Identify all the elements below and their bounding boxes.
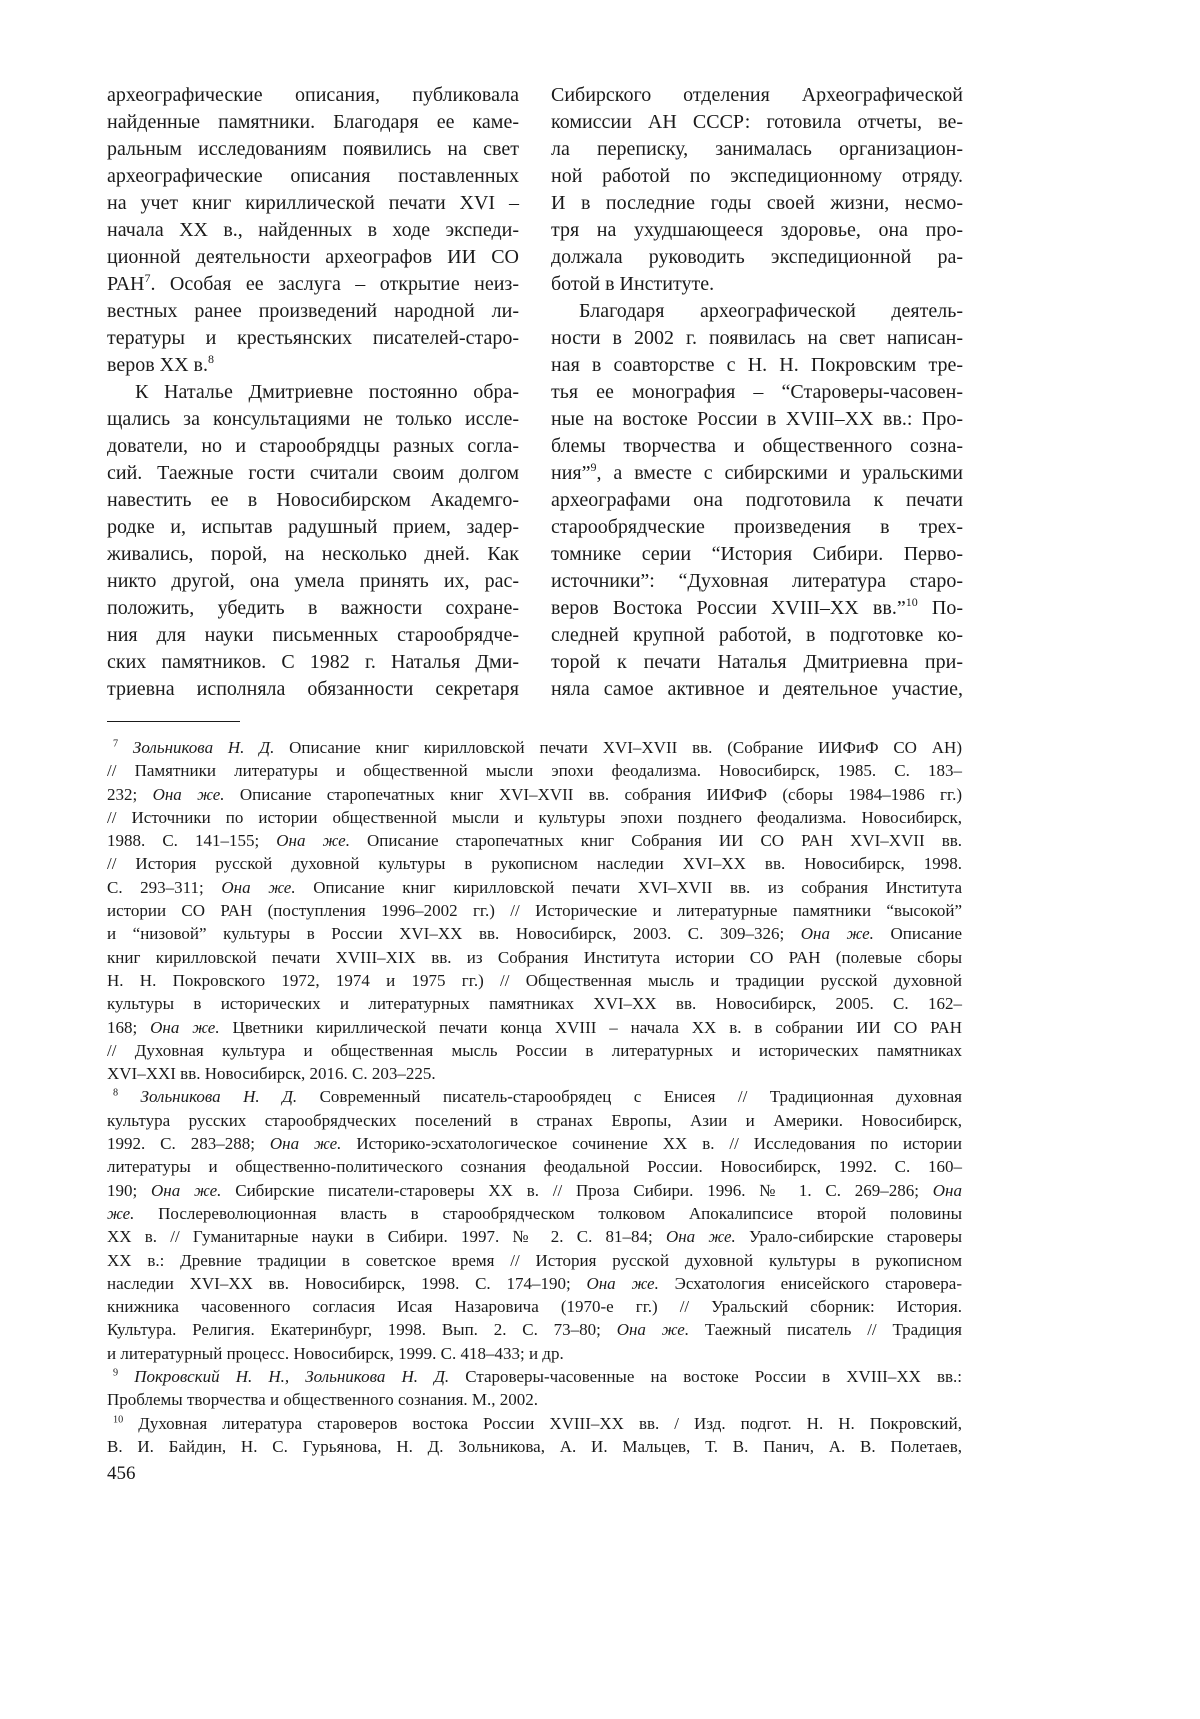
text-line <box>551 163 963 190</box>
italic-text: Она же. <box>801 924 874 943</box>
text-segment: 190; <box>107 1181 151 1200</box>
text-segment: Сибирские писатели-староверы XX в. // Проза Сибири. 1996. № 1. С. 269–286; <box>221 1181 932 1200</box>
text-line <box>107 379 519 406</box>
text-line <box>551 460 963 487</box>
text-segment: XX в.: Древние традиции в советское время // История русской духовной культуры в рукописном <box>107 1251 962 1270</box>
text-segment: Послереволюционная власть в старообрядческом толковом Апокалипсисе второй половины <box>134 1204 962 1223</box>
text-line <box>107 1318 962 1341</box>
text-line <box>107 109 519 136</box>
footnote-marker: 7 <box>113 738 118 749</box>
text-segment: // Источники по истории общественной мысли и культуры эпохи позднего феодализма. Новосибирск, <box>107 808 962 827</box>
text-line <box>107 992 962 1015</box>
text-segment: Описание книг кирилловской печати XVI–XVII вв. (Собрание ИИФиФ СО АН) <box>274 738 962 757</box>
text-segment: старообрядческие произведения в трех- <box>551 516 963 538</box>
text-segment: ные на востоке России в XVIII–XX вв.: Про- <box>551 408 963 430</box>
text-segment: ла переписку, занималась организацион- <box>551 138 963 160</box>
text-line <box>107 190 519 217</box>
text-line <box>107 1365 962 1388</box>
text-segment: веров Востока России XVIII–XX вв.” <box>551 597 906 619</box>
text-line <box>107 1249 962 1272</box>
text-segment: С. 293–311; <box>107 878 221 897</box>
text-segment: тья ее монография – “Староверы-часовен- <box>551 381 963 403</box>
text-segment: Цветники кириллической печати конца XVIII – начала XX в. в собрании ИИ СО РАН <box>220 1018 962 1037</box>
text-line <box>107 568 519 595</box>
text-segment: РАН <box>107 273 144 295</box>
text-line <box>551 568 963 595</box>
text-segment: археографами она подготовила к печати <box>551 489 963 511</box>
text-segment: тря на ухудшающееся здоровье, она про- <box>551 219 963 241</box>
text-segment: культура русских старообрядческих поселений в странах Европы, Азии и Америки. Новосибирск, <box>107 1111 962 1130</box>
text-segment: никто другой, она умела принять их, рас- <box>107 570 519 592</box>
text-line <box>107 406 519 433</box>
text-line <box>107 1412 962 1435</box>
text-segment: ности в 2002 г. появилась на свет написан- <box>551 327 963 349</box>
text-line <box>107 244 519 271</box>
italic-text: Она же. <box>153 785 225 804</box>
italic-text: Она же. <box>276 831 350 850</box>
text-segment: // Духовная культура и общественная мысль России в литературных и исторических памятниках <box>107 1041 962 1060</box>
footnote-marker: 8 <box>208 352 214 366</box>
text-segment: И в последние годы своей жизни, несмо- <box>551 192 963 214</box>
footnotes <box>107 736 962 1458</box>
text-segment: веров XX в. <box>107 354 208 376</box>
text-segment: живались, порой, на несколько дней. Как <box>107 543 519 565</box>
text-segment: К Наталье Дмитриевне постоянно обра- <box>135 381 519 403</box>
text-segment: родке и, испытав радушный прием, задер- <box>107 516 519 538</box>
text-segment: ционной деятельности археографов ИИ СО <box>107 246 519 268</box>
text-segment: XX в. // Гуманитарные науки в Сибири. 1997. № 2. С. 81–84; <box>107 1227 666 1246</box>
text-segment: триевна исполняла обязанности секретаря <box>107 678 519 700</box>
text-line <box>551 433 963 460</box>
text-segment: ских памятников. С 1982 г. Наталья Дми- <box>107 651 519 673</box>
footnote-marker: 8 <box>113 1088 118 1099</box>
text-segment: Сибирского отделения Археографической <box>551 84 963 106</box>
text-line <box>551 325 963 352</box>
text-segment: Описание старопечатных книг Собрания ИИ СО РАН XVI–XVII вв. <box>350 831 962 850</box>
text-segment: Эсхатология енисейского старовера- <box>659 1274 962 1293</box>
text-segment: . Особая ее заслуга – открытие неиз- <box>150 273 519 295</box>
text-line <box>107 1435 962 1458</box>
text-segment: и литературный процесс. Новосибирск, 1999. С. 418–433; и др. <box>107 1344 564 1363</box>
text-segment: Н. Н. Покровского 1972, 1974 и 1975 гг.) // Общественная мысль и традиции русской духовной <box>107 971 962 990</box>
italic-text: Зольникова Н. Д. <box>141 1087 298 1106</box>
italic-text: Она же. <box>666 1227 736 1246</box>
text-segment: должала руководить экспедиционной ра- <box>551 246 963 268</box>
text-segment: дователи, но и старообрядцы разных согла- <box>107 435 519 457</box>
text-line <box>107 1295 962 1318</box>
text-segment: книжника часовенного согласия Исая Назаровича (1970-е гг.) // Уральский сборник: История. <box>107 1297 962 1316</box>
text-segment: Духовная литература староверов востока России XVIII–XX вв. / Изд. подгот. Н. Н. Покровский, <box>123 1414 962 1433</box>
text-line <box>107 1039 962 1062</box>
body-column-left <box>107 82 519 703</box>
text-segment: ботой в Институте. <box>551 273 714 295</box>
text-line <box>107 783 962 806</box>
text-segment: , а вместе с сибирскими и уральскими <box>596 462 963 484</box>
footnote-marker: 10 <box>906 595 918 609</box>
italic-text: же. <box>107 1204 134 1223</box>
text-segment: книг кирилловской печати XVIII–XIX вв. из Собрания Института истории СО РАН (полевые сборы <box>107 948 962 967</box>
text-line <box>107 1085 962 1108</box>
text-line <box>107 433 519 460</box>
text-line <box>107 217 519 244</box>
text-line <box>107 460 519 487</box>
text-segment: ная в соавторстве с Н. Н. Покровским тре- <box>551 354 963 376</box>
italic-text: Она же. <box>151 1181 221 1200</box>
text-line <box>107 298 519 325</box>
text-segment: щались за консультациями не только иссле- <box>107 408 519 430</box>
text-segment: археографические описания, публиковала <box>107 84 519 106</box>
text-segment: ния для науки письменных старообрядче- <box>107 624 519 646</box>
text-line <box>551 622 963 649</box>
italic-text: Она же. <box>617 1320 689 1339</box>
text-line <box>107 922 962 945</box>
text-line <box>551 271 963 298</box>
text-segment: вестных ранее произведений народной ли- <box>107 300 519 322</box>
text-line <box>107 1155 962 1178</box>
text-segment: источники”: “Духовная литература старо- <box>551 570 963 592</box>
text-line <box>551 649 963 676</box>
text-segment: положить, убедить в важности сохране- <box>107 597 519 619</box>
footnote-marker: 9 <box>113 1367 118 1378</box>
text-segment <box>118 1087 140 1106</box>
text-line <box>551 136 963 163</box>
text-segment: Описание старопечатных книг XVI–XVII вв. собрания ИИФиФ (сборы 1984–1986 гг.) <box>225 785 962 804</box>
text-line <box>551 541 963 568</box>
text-segment: Благодаря археографической деятель- <box>579 300 963 322</box>
text-segment: Описание книг кирилловской печати XVI–XVII вв. из собрания Института <box>296 878 962 897</box>
text-line <box>107 514 519 541</box>
footnote-marker: 9 <box>590 460 596 474</box>
text-segment: ральным исследованиям появились на свет <box>107 138 519 160</box>
text-segment: блемы творчества и общественного созна- <box>551 435 963 457</box>
text-line <box>551 217 963 244</box>
italic-text: Покровский Н. Н., Зольникова Н. Д. <box>134 1367 449 1386</box>
text-segment: Староверы-часовенные на востоке России в XVIII–XX вв.: <box>449 1367 962 1386</box>
footnote-marker: 7 <box>144 271 150 285</box>
text-segment <box>118 1367 134 1386</box>
italic-text: Она <box>933 1181 962 1200</box>
footnote-separator <box>107 721 240 722</box>
text-segment: 168; <box>107 1018 150 1037</box>
text-line <box>107 736 962 759</box>
text-line <box>107 759 962 782</box>
text-line <box>107 325 519 352</box>
text-line <box>107 1388 962 1411</box>
text-segment: литературы и общественно-политического сознания феодальной России. Новосибирск, 1992. С. 160– <box>107 1157 962 1176</box>
text-line <box>107 899 962 922</box>
text-line <box>107 1342 962 1365</box>
text-line <box>107 1202 962 1225</box>
text-line <box>107 829 962 852</box>
italic-text: Она же. <box>586 1274 658 1293</box>
text-line <box>107 1132 962 1155</box>
text-segment: Проблемы творчества и общественного сознания. М., 2002. <box>107 1390 538 1409</box>
text-segment: и “низовой” культуры в России XVI–XX вв. Новосибирск, 2003. С. 309–326; <box>107 924 801 943</box>
text-line <box>551 487 963 514</box>
text-segment: Таежный писатель // Традиция <box>689 1320 962 1339</box>
text-line <box>551 676 963 703</box>
text-segment: По- <box>918 597 963 619</box>
text-line <box>107 271 519 298</box>
text-line <box>551 244 963 271</box>
text-line <box>551 82 963 109</box>
text-segment: // История русской духовной культуры в рукописном наследии XVI–XX вв. Новосибирск, 1998. <box>107 854 962 873</box>
text-line <box>107 163 519 190</box>
text-line <box>107 1272 962 1295</box>
text-line <box>107 1016 962 1039</box>
text-segment: Историко-эсхатологическое сочинение XX в. // Исследования по истории <box>341 1134 962 1153</box>
text-line <box>107 136 519 163</box>
text-segment: наследии XVI–XX вв. Новосибирск, 1998. С. 174–190; <box>107 1274 586 1293</box>
text-line <box>107 1062 962 1085</box>
text-line <box>107 852 962 875</box>
text-segment: 1992. С. 283–288; <box>107 1134 270 1153</box>
page-number: 456 <box>107 1463 136 1485</box>
text-segment: сий. Таежные гости считали своим долгом <box>107 462 519 484</box>
text-line <box>107 806 962 829</box>
text-line <box>551 406 963 433</box>
text-segment: следней крупной работой, в подготовке ко- <box>551 624 963 646</box>
text-line <box>107 595 519 622</box>
text-line <box>107 1225 962 1248</box>
text-line <box>107 946 962 969</box>
text-segment: культуры в исторических и литературных памятниках XVI–XX вв. Новосибирск, 2005. С. 162– <box>107 994 962 1013</box>
text-line <box>551 595 963 622</box>
text-line <box>551 109 963 136</box>
text-segment: тературы и крестьянских писателей-старо- <box>107 327 519 349</box>
text-segment: В. И. Байдин, Н. С. Гурьянова, Н. Д. Зольникова, А. И. Мальцев, Т. В. Панич, А. В. Полетаев, <box>107 1437 962 1456</box>
text-line <box>107 969 962 992</box>
text-segment: навестить ее в Новосибирском Академго- <box>107 489 519 511</box>
text-line <box>107 352 519 379</box>
text-line <box>551 514 963 541</box>
text-line <box>107 82 519 109</box>
footnote-marker: 10 <box>113 1414 123 1425</box>
text-line <box>107 1109 962 1132</box>
text-segment: XVI–XXI вв. Новосибирск, 2016. С. 203–225. <box>107 1064 436 1083</box>
text-line <box>107 541 519 568</box>
text-line <box>551 352 963 379</box>
text-segment <box>118 738 133 757</box>
text-segment: найденные памятники. Благодаря ее каме- <box>107 111 519 133</box>
text-segment: торой к печати Наталья Дмитриевна при- <box>551 651 963 673</box>
italic-text: Она же. <box>270 1134 342 1153</box>
text-line <box>107 876 962 899</box>
italic-text: Зольникова Н. Д. <box>133 738 274 757</box>
text-line <box>107 676 519 703</box>
text-segment: на учет книг кириллической печати XVI – <box>107 192 519 214</box>
italic-text: Она же. <box>150 1018 219 1037</box>
text-line <box>107 487 519 514</box>
text-segment: начала XX в., найденных в ходе экспеди- <box>107 219 519 241</box>
text-segment: археографические описания поставленных <box>107 165 519 187</box>
text-segment: 1988. С. 141–155; <box>107 831 276 850</box>
text-segment: томнике серии “История Сибири. Перво- <box>551 543 963 565</box>
text-segment: Культура. Религия. Екатеринбург, 1998. Вып. 2. С. 73–80; <box>107 1320 617 1339</box>
italic-text: Она же. <box>221 878 295 897</box>
text-segment: комиссии АН СССР: готовила отчеты, ве- <box>551 111 963 133</box>
text-segment: Урало-сибирские староверы <box>736 1227 962 1246</box>
text-segment: 232; <box>107 785 153 804</box>
text-line <box>107 1179 962 1202</box>
text-line <box>551 379 963 406</box>
text-segment: истории СО РАН (поступления 1996–2002 гг.) // Исторические и литературные памятники “высокой” <box>107 901 962 920</box>
text-line <box>107 649 519 676</box>
text-segment: Описание <box>874 924 962 943</box>
text-segment: ния” <box>551 462 590 484</box>
text-segment: Современный писатель-старообрядец с Енисея // Традиционная духовная <box>297 1087 962 1106</box>
text-segment: // Памятники литературы и общественной мысли эпохи феодализма. Новосибирск, 1985. С. 183– <box>107 761 962 780</box>
text-segment: няла самое активное и деятельное участие, <box>551 678 963 700</box>
text-line <box>107 622 519 649</box>
body-column-right <box>551 82 963 703</box>
text-line <box>551 190 963 217</box>
text-line <box>551 298 963 325</box>
text-segment: ной работой по экспедиционному отряду. <box>551 165 963 187</box>
